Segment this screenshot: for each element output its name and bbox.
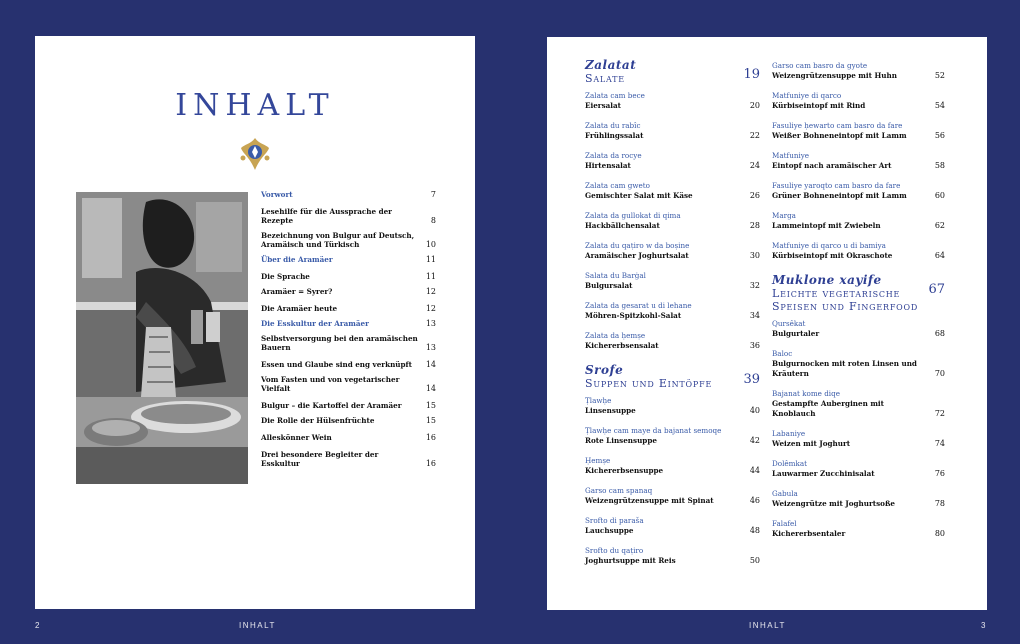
- recipe-page: 70: [934, 369, 945, 378]
- recipe-name-german: Weizengrützensuppe mit Huhn: [772, 71, 897, 80]
- recipe-name-german: Bulgurtaler: [772, 329, 820, 338]
- toc-entry: [772, 389, 945, 419]
- toc-entry: [261, 450, 436, 468]
- recipe-name-german: Hirtensalat: [585, 161, 631, 170]
- toc-entry-page: 13: [425, 343, 436, 352]
- section-title-german: Salate: [585, 72, 625, 85]
- section-title-aramaic: Zalatat: [585, 58, 637, 72]
- toc-entry: [261, 287, 436, 296]
- toc-entry-page: 13: [425, 319, 436, 328]
- toc-entry: [585, 301, 760, 321]
- toc-entry-title: Essen und Glaube sind eng verknüpft: [261, 360, 412, 369]
- toc-entry: [261, 255, 436, 264]
- toc-entry: [772, 151, 945, 171]
- toc-entry: [261, 319, 436, 328]
- left-page: [35, 36, 475, 609]
- page-title: INHALT: [175, 88, 335, 123]
- recipe-name-aramaic: Srofto du qaṭiro: [585, 546, 644, 555]
- toc-column-left: [585, 59, 760, 566]
- toc-entry-page: 16: [425, 459, 436, 468]
- toc-entry: [585, 396, 760, 416]
- toc-entry-title: Über die Aramäer: [261, 255, 333, 264]
- toc-entry-page: 16: [425, 433, 436, 442]
- section-title-german: Leichte vegetarische Speisen und Fingerfood: [772, 287, 919, 313]
- toc-entry: [772, 91, 945, 111]
- toc-column-right: [772, 61, 945, 539]
- recipe-name-aramaic: Marga: [772, 211, 796, 220]
- toc-entry-title: Drei besondere Begleiter der Esskultur: [261, 450, 379, 468]
- recipe-name-aramaic: Zalata da ḥemṣe: [585, 331, 646, 340]
- recipe-name-german: Aramäischer Joghurtsalat: [585, 251, 689, 260]
- recipe-name-german: Bulgurnocken mit roten Linsen und Kräutern: [772, 359, 917, 378]
- toc-entry-title: Aramäer = Syrer?: [261, 287, 333, 296]
- recipe-page: 30: [749, 251, 760, 260]
- toc-entry: [585, 331, 760, 351]
- recipe-name-aramaic: Srofto di paraša: [585, 516, 644, 525]
- recipe-name-german: Grüner Bohneneintopf mit Lamm: [772, 191, 907, 200]
- recipe-page: 62: [934, 221, 945, 230]
- section-page: 39: [743, 372, 760, 387]
- recipe-name-german: Kichererbsentaler: [772, 529, 846, 538]
- footer-left-page-number: 2: [35, 621, 41, 630]
- recipe-page: 72: [934, 409, 945, 418]
- toc-entry-page: 15: [425, 416, 436, 425]
- recipe-name-german: Lauwarmer Zucchinisalat: [772, 469, 875, 478]
- recipe-name-german: Frühlingssalat: [585, 131, 644, 140]
- toc-entry: [261, 360, 436, 369]
- recipe-name-german: Lauchsuppe: [585, 526, 634, 535]
- recipe-name-aramaic: Ḥemṣe: [585, 456, 611, 465]
- recipe-page: 78: [934, 499, 945, 508]
- recipe-name-aramaic: Zalata cam bece: [585, 91, 645, 100]
- toc-entry-page: 15: [425, 401, 436, 410]
- toc-entry: [772, 519, 945, 539]
- recipe-name-german: Kichererbsensuppe: [585, 466, 664, 475]
- toc-entry: [585, 151, 760, 171]
- recipe-page: 48: [749, 526, 760, 535]
- recipe-page: 54: [934, 101, 945, 110]
- section-title-aramaic: Muklone xayife: [772, 273, 882, 287]
- toc-section-heading: [772, 274, 945, 313]
- recipe-page: 76: [934, 469, 945, 478]
- recipe-name-aramaic: Baloc: [772, 349, 793, 358]
- recipe-name-german: Kürbiseintopf mit Rind: [772, 101, 866, 110]
- toc-entry: [772, 241, 945, 261]
- recipe-page: 58: [934, 161, 945, 170]
- recipe-name-aramaic: Matfuniye di qarco: [772, 91, 842, 100]
- recipe-page: 36: [749, 341, 760, 350]
- toc-entry: [261, 190, 436, 199]
- toc-entry: [261, 334, 436, 352]
- toc-entry: [261, 401, 436, 410]
- toc-entry-title: Selbstversorgung bei den aramäischen Bauern: [261, 334, 418, 352]
- recipe-page: 50: [749, 556, 760, 565]
- recipe-name-german: Eiersalat: [585, 101, 621, 110]
- recipe-page: 52: [934, 71, 945, 80]
- recipe-name-aramaic: Fasuliye yaroqto cam basro da fare: [772, 181, 901, 190]
- recipe-name-german: Möhren-Spitzkohl-Salat: [585, 311, 682, 320]
- recipe-name-german: Weizengrützensuppe mit Spinat: [585, 496, 714, 505]
- recipe-name-german: Weizen mit Joghurt: [772, 439, 851, 448]
- recipe-page: 60: [934, 191, 945, 200]
- toc-entry: [585, 121, 760, 141]
- recipe-name-aramaic: Fasuliye ḥewarto cam basro da fare: [772, 121, 903, 130]
- ornament-icon: [237, 136, 273, 172]
- footer-right-label: INHALT: [749, 621, 786, 630]
- recipe-name-german: Gestampfte Auberginen mit Knoblauch: [772, 399, 884, 418]
- toc-entry: [585, 426, 760, 446]
- recipe-name-german: Linsensuppe: [585, 406, 636, 415]
- recipe-name-aramaic: Zalata da gesarat u di lehane: [585, 301, 692, 310]
- recipe-name-german: Hackbällchensalat: [585, 221, 660, 230]
- recipe-name-german: Joghurtsuppe mit Reis: [585, 556, 676, 565]
- footer-left-label: INHALT: [239, 621, 276, 630]
- recipe-page: 68: [934, 329, 945, 338]
- recipe-name-german: Weizengrütze mit Joghurtsoße: [772, 499, 895, 508]
- recipe-page: 20: [749, 101, 760, 110]
- recipe-name-german: Eintopf nach aramäischer Art: [772, 161, 892, 170]
- recipe-page: 44: [749, 466, 760, 475]
- toc-entry: [261, 433, 436, 442]
- toc-section-heading: [585, 364, 760, 390]
- recipe-name-german: Gemischter Salat mit Käse: [585, 191, 693, 200]
- recipe-name-aramaic: Garso cam spanaq: [585, 486, 653, 495]
- recipe-name-aramaic: Falafel: [772, 519, 797, 528]
- toc-entry: [585, 91, 760, 111]
- recipe-name-aramaic: Dolêmkat: [772, 459, 807, 468]
- section-page: 19: [743, 67, 760, 82]
- right-page: [547, 37, 987, 610]
- recipe-name-aramaic: Bajanat kome diqe: [772, 389, 840, 398]
- recipe-page: 40: [749, 406, 760, 415]
- toc-entry-title: Vorwort: [261, 190, 293, 199]
- footer-right-page-number: 3: [981, 621, 987, 630]
- recipe-name-aramaic: Zalata da rocye: [585, 151, 642, 160]
- recipe-page: 74: [934, 439, 945, 448]
- recipe-page: 46: [749, 496, 760, 505]
- toc-entry: [772, 459, 945, 479]
- recipe-page: 64: [934, 251, 945, 260]
- recipe-name-aramaic: Ṭlawḥe: [585, 396, 612, 405]
- toc-entry: [772, 429, 945, 449]
- toc-entry: [261, 416, 436, 425]
- toc-entry: [585, 546, 760, 566]
- toc-entry-title: Alleskönner Wein: [261, 433, 332, 442]
- recipe-name-aramaic: Zalata du rabîc: [585, 121, 641, 130]
- toc-entry-page: 10: [425, 240, 436, 249]
- toc-entry-title: Die Esskultur der Aramäer: [261, 319, 369, 328]
- toc-entry: [585, 486, 760, 506]
- section-title-aramaic: Srofe: [585, 363, 624, 377]
- recipe-name-aramaic: Garso cam basro da gyote: [772, 61, 868, 70]
- toc-entry-page: 12: [425, 287, 436, 296]
- toc-entry-title: Vom Fasten und von vegetarischer Vielfalt: [261, 375, 400, 393]
- toc-entry: [261, 207, 436, 225]
- recipe-name-aramaic: Qursêkat: [772, 319, 806, 328]
- toc-entry: [772, 319, 945, 339]
- toc-entry-title: Bezeichnung von Bulgur auf Deutsch, Aramäisch und Türkisch: [261, 231, 415, 249]
- toc-entry: [261, 272, 436, 281]
- recipe-page: 32: [749, 281, 760, 290]
- recipe-page: 24: [749, 161, 760, 170]
- toc-entry: [772, 349, 945, 379]
- toc-entry: [772, 121, 945, 141]
- toc-entry: [772, 211, 945, 231]
- recipe-name-aramaic: Gabula: [772, 489, 798, 498]
- toc-entry-page: 7: [430, 190, 436, 199]
- recipe-name-aramaic: Zalata du qaṭiro w da boṣine: [585, 241, 690, 250]
- toc-entry: [585, 181, 760, 201]
- toc-entry-title: Bulgur – die Kartoffel der Aramäer: [261, 401, 402, 410]
- section-page: 67: [928, 282, 945, 297]
- toc-entry-page: 11: [425, 255, 436, 264]
- recipe-name-german: Lammeintopf mit Zwiebeln: [772, 221, 881, 230]
- toc-entry: [585, 516, 760, 536]
- toc-entry-page: 11: [425, 272, 436, 281]
- recipe-name-german: Bulgursalat: [585, 281, 633, 290]
- recipe-page: 34: [749, 311, 760, 320]
- toc-entry: [261, 375, 436, 393]
- recipe-name-aramaic: Salata du Barġal: [585, 271, 646, 280]
- recipe-name-aramaic: Zalata da gullokat di qima: [585, 211, 681, 220]
- recipe-page: 56: [934, 131, 945, 140]
- toc-section-heading: [585, 59, 760, 85]
- recipe-name-aramaic: Matfuniye: [772, 151, 810, 160]
- recipe-page: 22: [749, 131, 760, 140]
- toc-entry: [585, 211, 760, 231]
- recipe-page: 26: [749, 191, 760, 200]
- toc-entry: [585, 271, 760, 291]
- recipe-name-aramaic: Zalata cam gweto: [585, 181, 650, 190]
- recipe-name-aramaic: Ṭlawḥe cam maye da bajanat semoqe: [585, 426, 722, 435]
- recipe-name-aramaic: Matfuniye di qarco u di bamiya: [772, 241, 886, 250]
- toc-entry-page: 14: [425, 360, 436, 369]
- toc-entry: [772, 61, 945, 81]
- toc-entry-title: Die Sprache: [261, 272, 310, 281]
- recipe-page: 42: [749, 436, 760, 445]
- recipe-page: 28: [749, 221, 760, 230]
- kitchen-photo: [76, 192, 248, 484]
- toc-entry: [772, 489, 945, 509]
- toc-entry: [585, 456, 760, 476]
- toc-entry-title: Die Rolle der Hülsenfrüchte: [261, 416, 375, 425]
- toc-entry: [585, 241, 760, 261]
- section-title-german: Suppen und Eintöpfe: [585, 377, 713, 390]
- recipe-name-german: Rote Linsensuppe: [585, 436, 657, 445]
- recipe-page: 80: [934, 529, 945, 538]
- toc-entry: [772, 181, 945, 201]
- toc-entry-page: 12: [425, 304, 436, 313]
- toc-entry-page: 14: [425, 384, 436, 393]
- toc-entry-title: Lesehilfe für die Aussprache der Rezepte: [261, 207, 392, 225]
- toc-entry: [261, 304, 436, 313]
- recipe-name-german: Kichererbsensalat: [585, 341, 659, 350]
- toc-entry: [261, 231, 436, 249]
- recipe-name-aramaic: Labaniye: [772, 429, 806, 438]
- toc-entry-page: 8: [430, 216, 436, 225]
- recipe-name-german: Kürbiseintopf mit Okraschote: [772, 251, 893, 260]
- toc-list: [261, 190, 436, 468]
- toc-entry-title: Die Aramäer heute: [261, 304, 338, 313]
- recipe-name-german: Weißer Bohneneintopf mit Lamm: [772, 131, 907, 140]
